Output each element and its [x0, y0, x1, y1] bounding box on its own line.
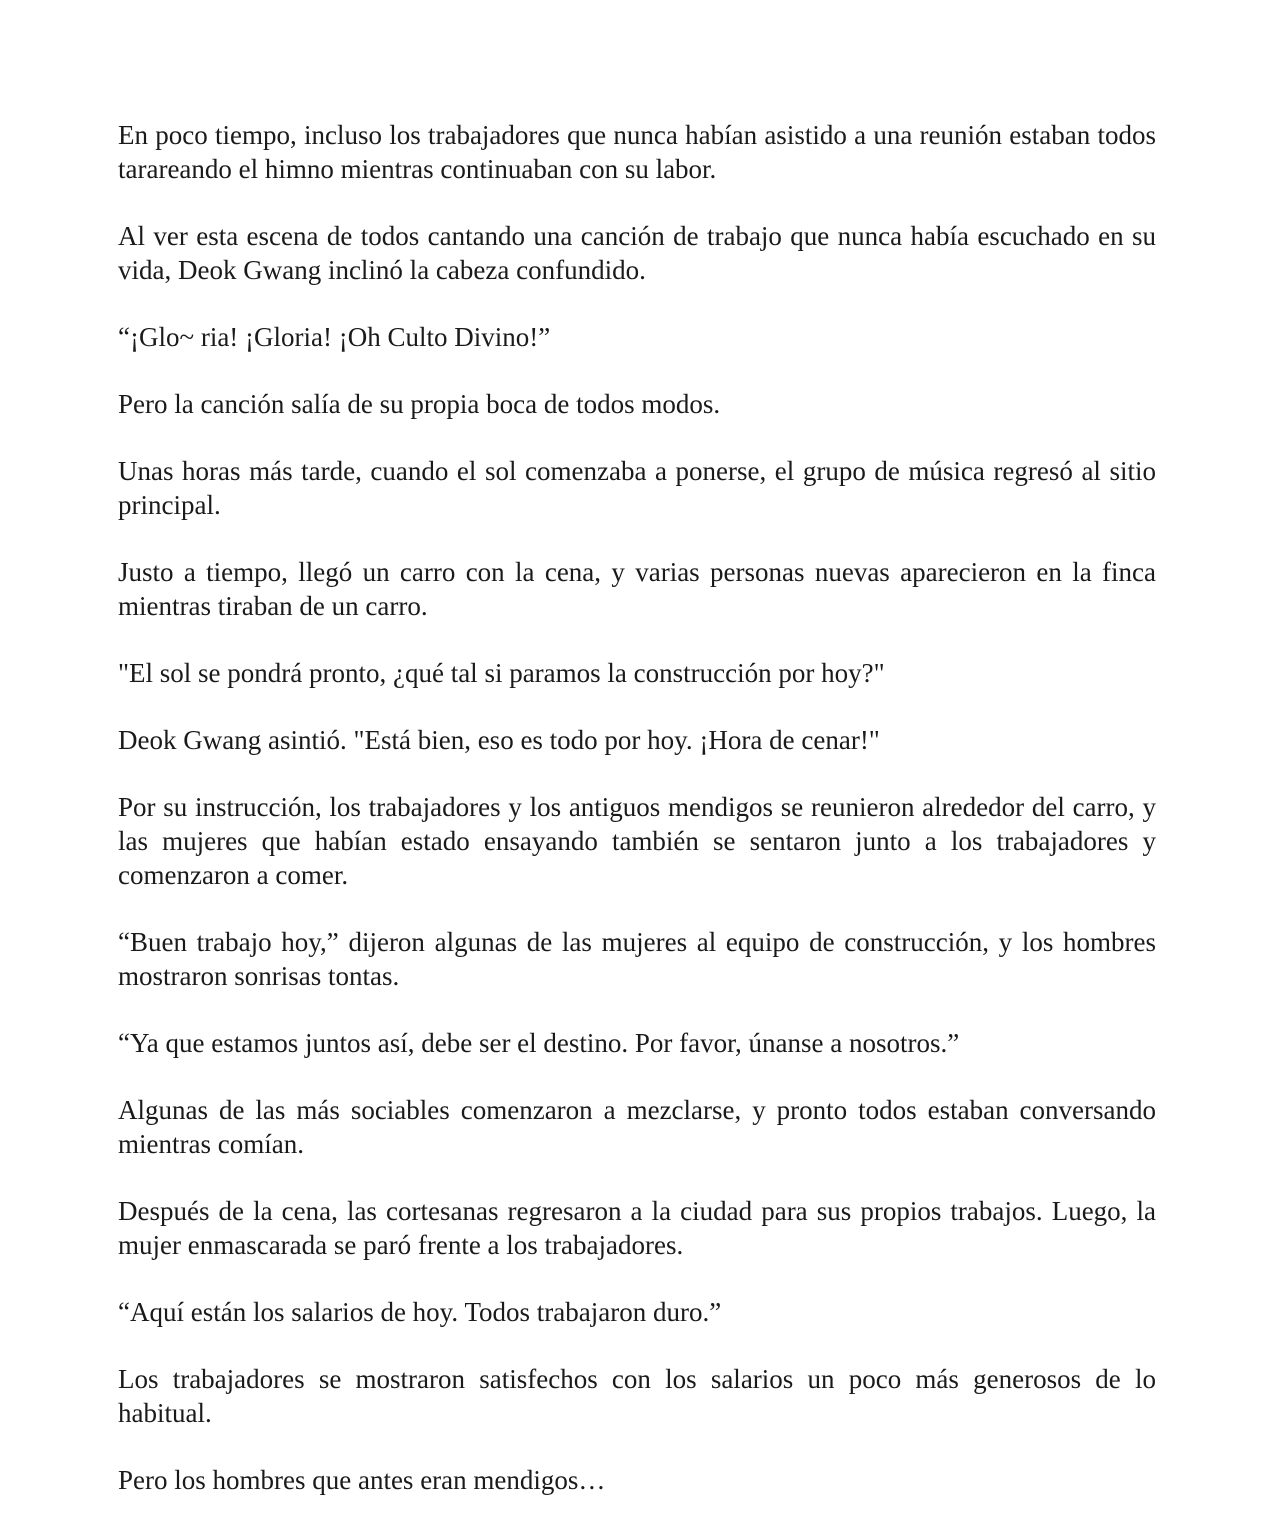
paragraph-8: Deok Gwang asintió. "Está bien, eso es todo por hoy. ¡Hora de cenar!"	[118, 725, 880, 755]
paragraph-13: Después de la cena, las cortesanas regresaron a la ciudad para sus propios trabajos. Luego, la mujer enmascarada se paró frente a los trabajadores.	[118, 1196, 1156, 1260]
paragraph-16: Pero los hombres que antes eran mendigos…	[118, 1465, 606, 1495]
paragraph-11: “Ya que estamos juntos así, debe ser el destino. Por favor, únanse a nosotros.”	[118, 1028, 960, 1058]
paragraph-2: Al ver esta escena de todos cantando una canción de trabajo que nunca había escuchado en su vida, Deok Gwang inclinó la cabeza confundido.	[118, 221, 1156, 285]
paragraph-3: “¡Glo~ ria! ¡Gloria! ¡Oh Culto Divino!”	[118, 322, 551, 352]
paragraph-12: Algunas de las más sociables comenzaron a mezclarse, y pronto todos estaban conversando mientras comían.	[118, 1095, 1156, 1159]
document-page	[118, 118, 1156, 1530]
paragraph-6: Justo a tiempo, llegó un carro con la cena, y varias personas nuevas aparecieron en la finca mientras tiraban de un carro.	[118, 557, 1156, 621]
paragraph-9: Por su instrucción, los trabajadores y los antiguos mendigos se reunieron alrededor del carro, y las mujeres que habían estado ensayando también se sentaron junto a los trabajadores y comenzaron a comer.	[118, 792, 1156, 890]
paragraph-7: "El sol se pondrá pronto, ¿qué tal si paramos la construcción por hoy?"	[118, 658, 885, 688]
paragraph-1: En poco tiempo, incluso los trabajadores que nunca habían asistido a una reunión estaban todos tarareando el himno mientras continuaban con su labor.	[118, 120, 1156, 184]
paragraph-15: Los trabajadores se mostraron satisfechos con los salarios un poco más generosos de lo habitual.	[118, 1364, 1156, 1428]
paragraph-5: Unas horas más tarde, cuando el sol comenzaba a ponerse, el grupo de música regresó al sitio principal.	[118, 456, 1156, 520]
paragraph-4: Pero la canción salía de su propia boca de todos modos.	[118, 389, 721, 419]
paragraph-14: “Aquí están los salarios de hoy. Todos trabajaron duro.”	[118, 1297, 722, 1327]
paragraph-10: “Buen trabajo hoy,” dijeron algunas de las mujeres al equipo de construcción, y los hombres mostraron sonrisas tontas.	[118, 927, 1156, 991]
